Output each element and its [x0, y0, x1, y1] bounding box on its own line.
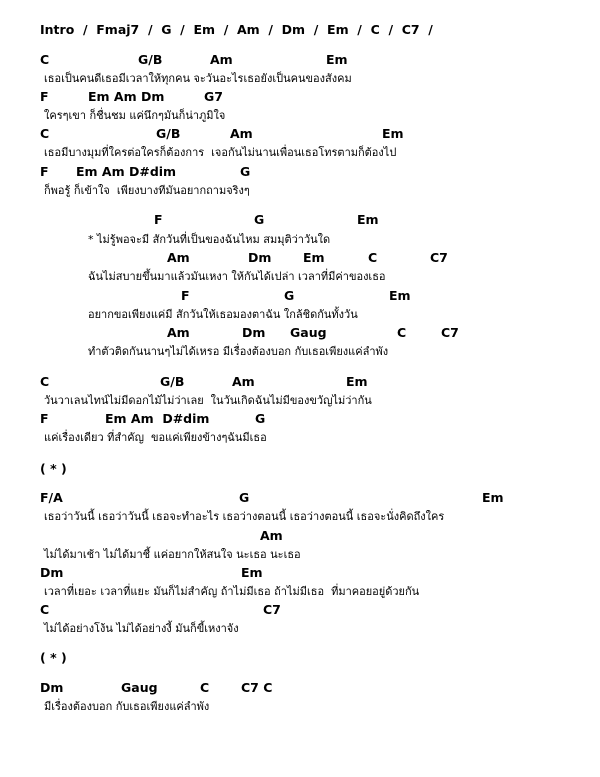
lyric-line [0, 547, 600, 567]
lyric: เวลาที่เยอะ เวลาที่แยะ มันก็ไม่สำคัญ ถ้าไม่มีเธอ ถ้าไม่มีเธอ ที่มาคอยอยู่ด้วยกัน [44, 585, 420, 598]
chord: Am [230, 126, 253, 141]
chord-line [0, 89, 600, 109]
chord: C7 C [241, 680, 273, 695]
lyric: เธอเป็นคนดีเธอมีเวลาให้ทุกคน จะวันอะไรเธอยังเป็นคนของสังคม [44, 72, 352, 85]
chord: C [40, 374, 50, 389]
lyric: แค่เรื่องเดียว ที่สำคัญ ขอแค่เพียงข้างๆฉันมีเธอ [44, 431, 267, 444]
chord: F [154, 212, 163, 227]
lyric: ฉันไม่สบายขึ้นมาแล้วมันเหงา ให้กันได้เปล่า เวลาที่มีค่าของเธอ [88, 270, 386, 283]
chord: C [397, 325, 407, 340]
intro-line [0, 22, 600, 42]
chord: Gaug [121, 680, 158, 695]
lyric-line [0, 584, 600, 604]
lyric-line [0, 71, 600, 91]
chord: Am [260, 528, 283, 543]
chord-line [0, 680, 600, 700]
chord: Em [346, 374, 368, 389]
lyric-line [0, 183, 600, 203]
chord: F [40, 89, 49, 104]
chord: C7 [263, 602, 281, 617]
chord: Dm [242, 325, 266, 340]
chord: C [40, 602, 50, 617]
chord-line [0, 52, 600, 72]
intro-label: Intro [40, 22, 75, 37]
chord: Am [167, 325, 190, 340]
chord: Gaug [290, 325, 327, 340]
chord: C [40, 126, 50, 141]
chord-line [0, 411, 600, 431]
chord: Em [389, 288, 411, 303]
chord: Em [326, 52, 348, 67]
lyric: ก็พอรู้ ก็เข้าใจ เพียงบางทีมันอยากถามจริงๆ [44, 184, 250, 197]
lyric-line [0, 232, 600, 252]
chord: Em Am D#dim [105, 411, 210, 426]
chord: Em [482, 490, 504, 505]
chord: Am [232, 374, 255, 389]
lyric-line [0, 430, 600, 450]
lyric: ทำตัวติดกันนานๆไม่ได้เหรอ มีเรื่องต้องบอก กับเธอเพียงแค่ลำพัง [88, 345, 389, 358]
chord: Am [210, 52, 233, 67]
chord-line [0, 374, 600, 394]
lyric-line [0, 509, 600, 529]
lyric: ใครๆเขา ก็ชื่นชม แค่นึกๆมันก็น่าภูมิใจ [44, 109, 226, 122]
repeat-marker: ( * ) [40, 650, 67, 665]
chord: F [40, 411, 49, 426]
lyric: มีเรื่องต้องบอก กับเธอเพียงแค่ลำพัง [44, 700, 210, 713]
chord-line [0, 602, 600, 622]
chord: G [239, 490, 250, 505]
lyric: * ไม่รู้พอจะมี สักวันที่เป็นของฉันไหม สมมุติว่าวันใด [88, 233, 331, 246]
lyric: อยากขอเพียงแค่มี สักวันให้เธอมองตาฉัน ใกล้ชิดกันทั้งวัน [88, 308, 358, 321]
repeat-marker-line [0, 650, 600, 670]
chord: Em [241, 565, 263, 580]
chord: G/B [156, 126, 181, 141]
chord-line [0, 528, 600, 548]
chord: C [40, 52, 50, 67]
chord: C [200, 680, 210, 695]
chord: G [240, 164, 251, 179]
chord-line [0, 212, 600, 232]
lyric: เธอว่าวันนี้ เธอว่าวันนี้ เธอจะทำอะไร เธอว่างตอนนี้ เธอว่างตอนนี้ เธอจะนั่งคิดถึงใคร [44, 510, 445, 523]
chord: C7 [430, 250, 448, 265]
chord: G [254, 212, 265, 227]
lyric-line [0, 344, 600, 364]
chord: G/B [138, 52, 163, 67]
lyric-line [0, 393, 600, 413]
lyric-line [0, 699, 600, 719]
chord-line [0, 490, 600, 510]
chord: C [368, 250, 378, 265]
chord: Em [303, 250, 325, 265]
chord: F/A [40, 490, 63, 505]
chord: C7 [441, 325, 459, 340]
chord: G7 [204, 89, 223, 104]
chord-line [0, 126, 600, 146]
lyric-line [0, 269, 600, 289]
chord: Em [357, 212, 379, 227]
chord: G [284, 288, 295, 303]
chord: Dm [40, 680, 64, 695]
chord: Em Am Dm [88, 89, 165, 104]
chord: Dm [248, 250, 272, 265]
chord: Em Am D#dim [76, 164, 177, 179]
repeat-marker-line [0, 461, 600, 481]
repeat-marker: ( * ) [40, 461, 67, 476]
chord: F [181, 288, 190, 303]
lyric: ไม่ได้อย่างโง้น ไม่ได้อย่างงี้ มันก็ขี้เหงาจัง [44, 622, 239, 635]
chord-line [0, 164, 600, 184]
chord: Dm [40, 565, 64, 580]
lyric-line [0, 621, 600, 641]
lyric: ไม่ได้มาเช้า ไม่ได้มาชี้ แค่อยากให้สนใจ นะเธอ นะเธอ [44, 548, 301, 561]
lyric-line [0, 145, 600, 165]
chord: F [40, 164, 49, 179]
chord: G [255, 411, 266, 426]
intro-progression: / Fmaj7 / G / Em / Am / Dm / Em / C / C7 / [83, 22, 433, 37]
lyric-line [0, 307, 600, 327]
chord: Am [167, 250, 190, 265]
lyric: วันวาเลนไทน์ไม่มีดอกไม้ไม่ว่าเลย ในวันเกิดฉันไม่มีของขวัญไม่ว่ากัน [44, 394, 372, 407]
chord-line [0, 565, 600, 585]
chord-line [0, 325, 600, 345]
chord: G/B [160, 374, 185, 389]
chord-line [0, 288, 600, 308]
lyric: เธอมีบางมุมที่ใครต่อใครก็ต้องการ เจอกันไม่นานเพื่อนเธอโทรตามก็ต้องไป [44, 146, 397, 159]
chord: Em [382, 126, 404, 141]
lyric-line [0, 108, 600, 128]
chord-line [0, 250, 600, 270]
